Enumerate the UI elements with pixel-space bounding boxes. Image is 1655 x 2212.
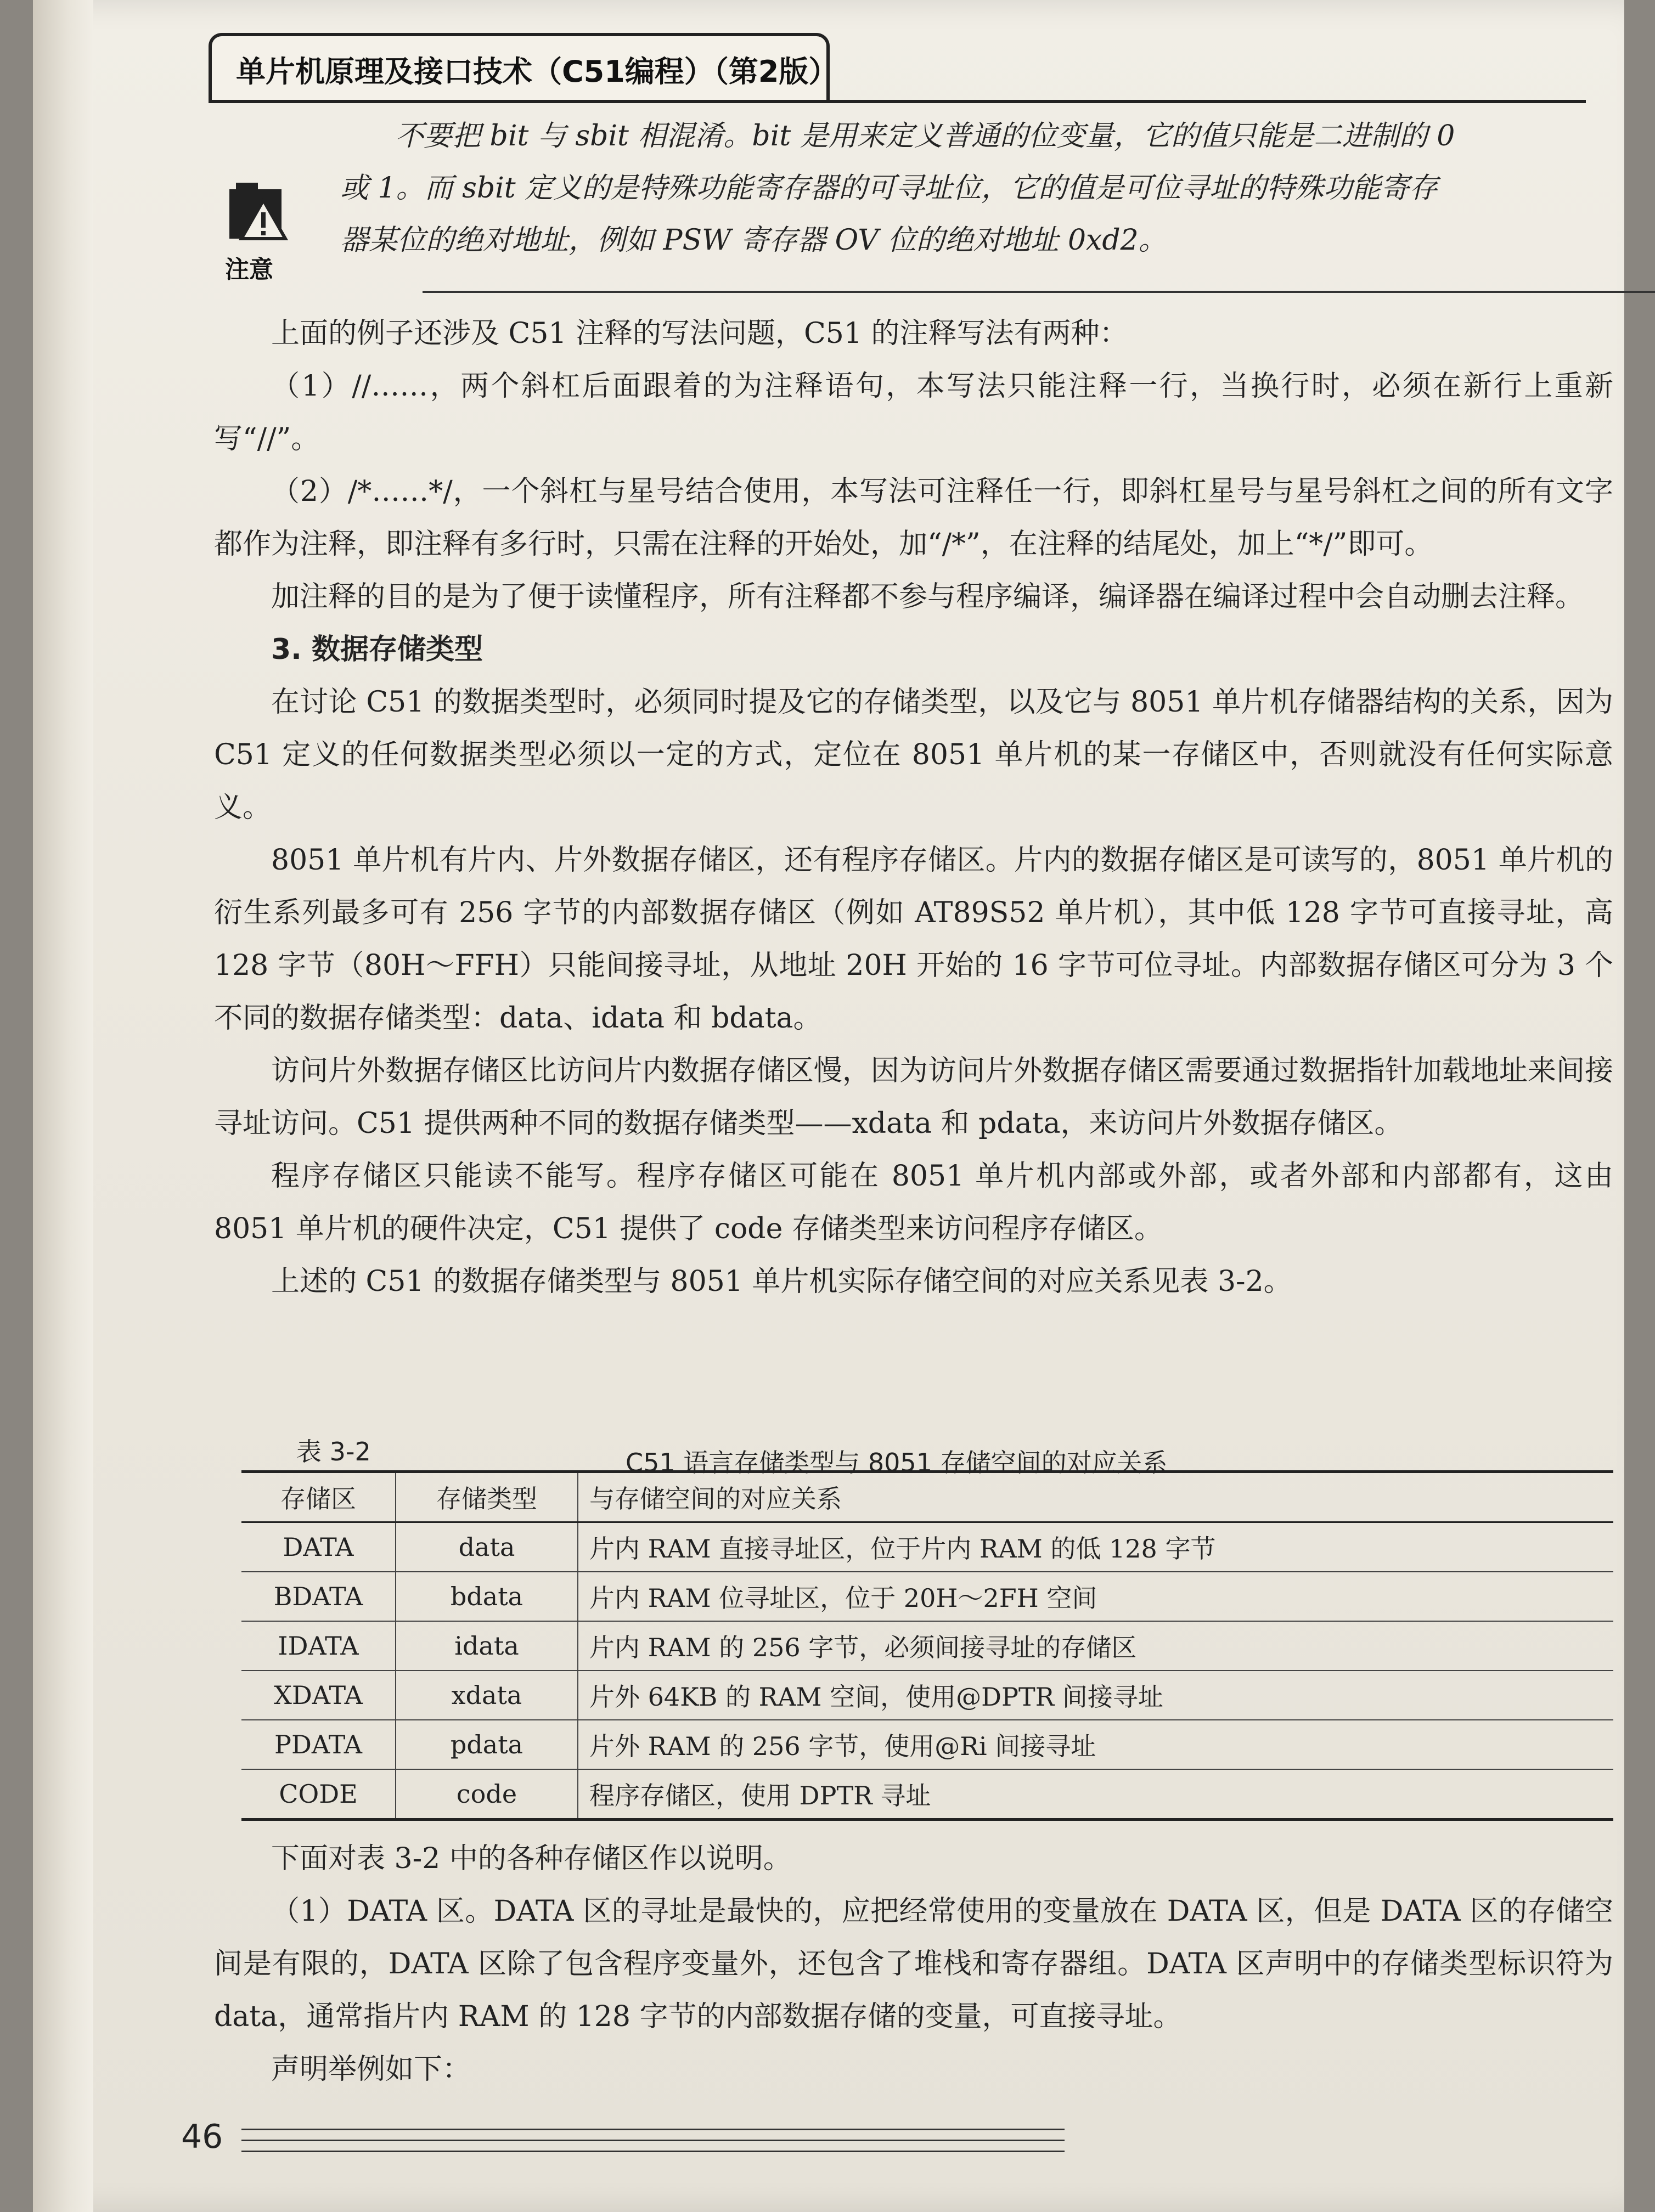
paragraph: 声明举例如下： xyxy=(271,2053,471,2086)
table-cell: code xyxy=(396,1769,578,1820)
table-row xyxy=(241,1720,1613,1769)
table-cell: idata xyxy=(396,1621,578,1671)
post-table-content xyxy=(214,1832,1613,2096)
table-cell: DATA xyxy=(241,1522,396,1572)
table-cell: 程序存储区，使用 DPTR 寻址 xyxy=(578,1769,1613,1820)
footer-rule xyxy=(241,2129,1065,2130)
note-rule xyxy=(423,291,1655,293)
table-caption xyxy=(241,1426,1613,1477)
footer-rule xyxy=(241,2140,1065,2141)
header-rule xyxy=(209,100,1586,103)
note-line-2: 或 1。而 sbit 定义的是特殊功能寄存器的可寻址位，它的值是可位寻址的特殊功能寄存 xyxy=(340,172,1438,205)
paragraph: （1）//……，两个斜杠后面跟着的为注释语句，本写法只能注释一行，当换行时，必须在新行上重新写“//”。 xyxy=(214,370,1613,455)
table-header-row xyxy=(241,1472,1613,1522)
table-row xyxy=(241,1621,1613,1671)
table-cell: 片内 RAM 的 256 字节，必须间接寻址的存储区 xyxy=(578,1621,1613,1671)
table-cell: 片外 64KB 的 RAM 空间，使用@DPTR 间接寻址 xyxy=(578,1671,1613,1720)
table-row xyxy=(241,1572,1613,1621)
storage-table-block xyxy=(241,1426,1613,1821)
footer-rule xyxy=(241,2151,1065,2152)
paragraph: 在讨论 C51 的数据类型时，必须同时提及它的存储类型，以及它与 8051 单片机存储器结构的关系，因为 C51 定义的任何数据类型必须以一定的方式，定位在 8051 单片机的某一存储区中，否则就没有任何实际意义。 xyxy=(214,686,1613,824)
page-binding xyxy=(33,0,93,2212)
book-title: 单片机原理及接口技术（C51编程）（第2版） xyxy=(236,54,838,89)
paragraph: 上面的例子还涉及 C51 注释的写法问题，C51 的注释写法有两种： xyxy=(271,317,1128,350)
paragraph: 程序存储区只能读不能写。程序存储区可能在 8051 单片机内部或外部，或者外部和内部都有，这由 8051 单片机的硬件决定，C51 提供了 code 存储类型来访问程序存储区。 xyxy=(214,1160,1613,1245)
main-content xyxy=(214,307,1613,1308)
storage-table xyxy=(241,1470,1613,1821)
note-label: 注意 xyxy=(225,256,273,284)
paragraph: （2）/*……*/，一个斜杠与星号结合使用，本写法可注释任一行，即斜杠星号与星号斜杠之间的所有文字都作为注释，即注释有多行时，只需在注释的开始处，加“/*”，在注释的结尾处，加上“*/”即可。 xyxy=(214,475,1613,561)
table-title: C51 语言存储类型与 8051 存储空间的对应关系 xyxy=(626,1448,1168,1477)
table-cell: 片外 RAM 的 256 字节，使用@Ri 间接寻址 xyxy=(578,1720,1613,1769)
table-cell: IDATA xyxy=(241,1621,396,1671)
table-header-cell: 存储区 xyxy=(241,1472,396,1522)
table-row xyxy=(241,1522,1613,1572)
table-cell: bdata xyxy=(396,1572,578,1621)
paragraph: 访问片外数据存储区比访问片内数据存储区慢，因为访问片外数据存储区需要通过数据指针加载地址来间接寻址访问。C51 提供两种不同的数据存储类型——xdata 和 pdata，来访问片外数据存储区。 xyxy=(214,1054,1613,1140)
table-cell: 片内 RAM 直接寻址区，位于片内 RAM 的低 128 字节 xyxy=(578,1522,1613,1572)
paragraph: 8051 单片机有片内、片外数据存储区，还有程序存储区。片内的数据存储区是可读写的，8051 单片机的衍生系列最多可有 256 字节的内部数据存储区（例如 AT89S52 单片机），其中低 128 字节可直接寻址，高 128 字节（80H～FFH）只能间接寻址，从地址 20H 开始的 16 字节可位寻址。内部数据存储区可分为 3 个不同的数据存储类型：data、idata 和 bdata。 xyxy=(214,844,1613,1035)
note-line-1: 不要把 bit 与 sbit 相混淆。bit 是用来定义普通的位变量，它的值只能是二进制的 0 xyxy=(395,120,1455,153)
table-cell: PDATA xyxy=(241,1720,396,1769)
note-line-3: 器某位的绝对地址，例如 PSW 寄存器 OV 位的绝对地址 0xd2。 xyxy=(340,224,1167,257)
table-header-cell: 与存储空间的对应关系 xyxy=(578,1472,1613,1522)
table-cell: 片内 RAM 位寻址区，位于 20H～2FH 空间 xyxy=(578,1572,1613,1621)
table-row xyxy=(241,1671,1613,1720)
table-cell: data xyxy=(396,1522,578,1572)
table-row xyxy=(241,1769,1613,1820)
section-title: 3. 数据存储类型 xyxy=(271,633,483,666)
warning-folder-icon xyxy=(225,178,296,244)
table-header-cell: 存储类型 xyxy=(396,1472,578,1522)
table-cell: CODE xyxy=(241,1769,396,1820)
table-cell: XDATA xyxy=(241,1671,396,1720)
paragraph: 下面对表 3-2 中的各种存储区作以说明。 xyxy=(271,1842,792,1875)
paragraph: （1）DATA 区。DATA 区的寻址是最快的，应把经常使用的变量放在 DATA 区，但是 DATA 区的存储空间是有限的，DATA 区除了包含程序变量外，还包含了堆栈和寄存器组。DATA 区声明中的存储类型标识符为 data，通常指片内 RAM 的 128 字节的内部数据存储的变量，可直接寻址。 xyxy=(214,1895,1613,2033)
table-number: 表 3-2 xyxy=(296,1437,371,1466)
table-cell: pdata xyxy=(396,1720,578,1769)
paragraph: 加注释的目的是为了便于读懂程序，所有注释都不参与程序编译，编译器在编译过程中会自动删去注释。 xyxy=(271,580,1584,613)
table-cell: xdata xyxy=(396,1671,578,1720)
paragraph: 上述的 C51 的数据存储类型与 8051 单片机实际存储空间的对应关系见表 3-2。 xyxy=(271,1265,1292,1298)
note-box xyxy=(214,118,1586,299)
book-page xyxy=(33,0,1624,2212)
page-number: 46 xyxy=(181,2118,223,2156)
table-cell: BDATA xyxy=(241,1572,396,1621)
